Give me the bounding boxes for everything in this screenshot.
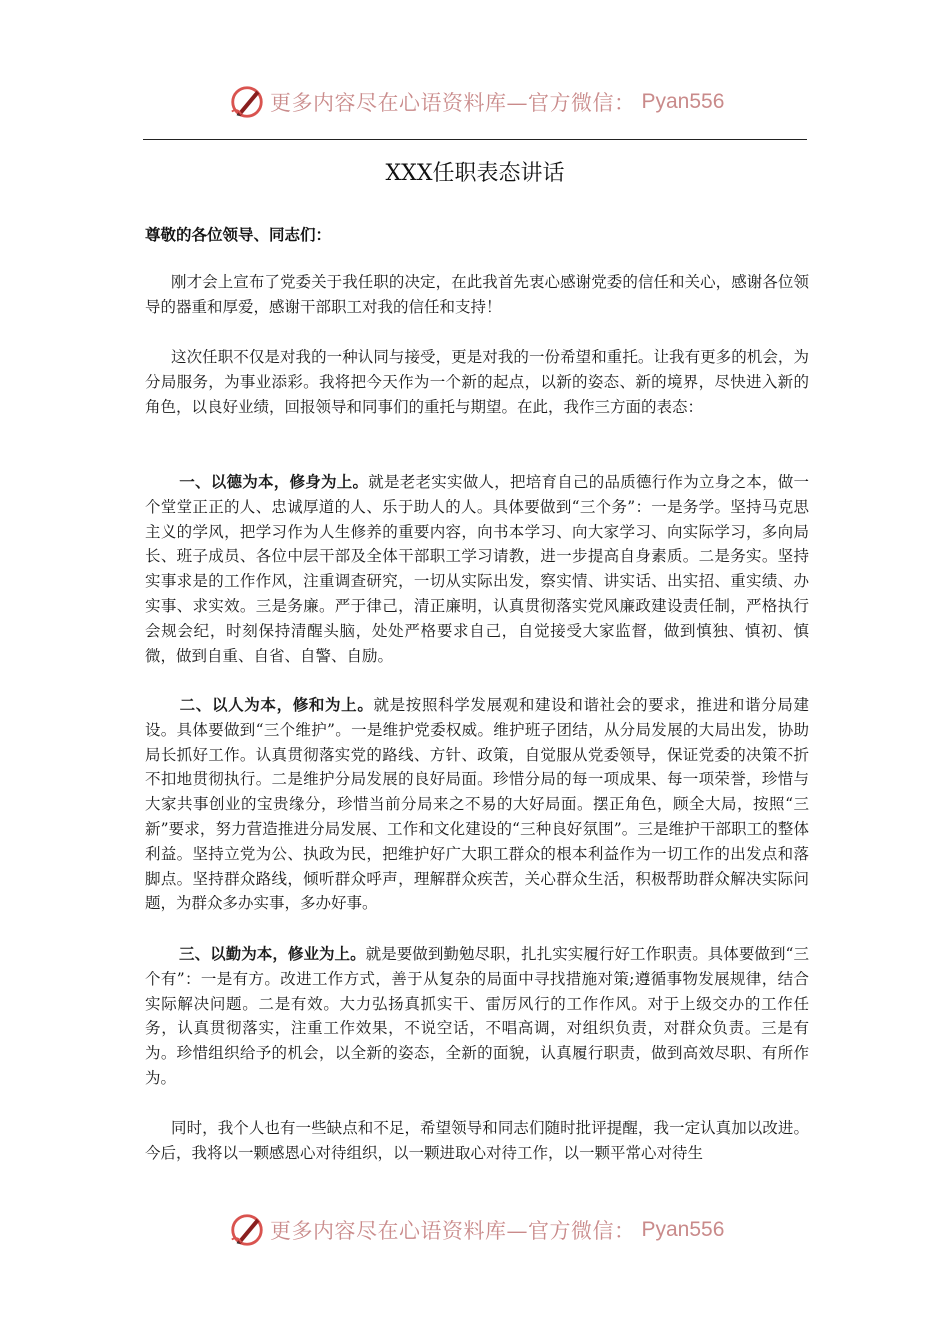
point-2-heading: 二、以人为本，修和为上。 [179, 696, 374, 714]
banner-wechat: Pyan556 [641, 1218, 725, 1241]
point-1-body: 就是老老实实做人，把培育自己的品质德行作为立身之本，做一个堂堂正正的人、忠诚厚道的人、乐于助人的人。具体要做到“三个务”：一是务学。坚持马克思主义的学风，把学习作为人生修养的重要内容，向书本学习、向大家学习、向实际学习，多向局长、班子成员、各位中层干部及全体干部职工学习请教，进一步提高自身素质。二是务实。坚持实事求是的工作作风，注重调查研究，一切从实际出发，察实情、讲实话、出实招、重实绩、办实事、求实效。三是务廉。严于律己，清正廉明，认真贯彻落实党风廉政建设责任制，严格执行会规会纪，时刻保持清醒头脑，处处严格要求自己，自觉接受大家监督，做到慎独、慎初、慎微，做到自重、自省、自警、自励。 [145, 473, 809, 665]
document-title: XXX任职表态讲话 [385, 161, 565, 186]
paragraph-last-text: 同时，我个人也有一些缺点和不足，希望领导和同志们随时批评提醒，我一定认真加以改进。今后，我将以一颗感恩心对待组织，以一颗进取心对待工作，以一颗平常心对待生 [145, 1119, 809, 1162]
salutation: 尊敬的各位领导、同志们： [145, 226, 332, 244]
banner-text: 更多内容尽在心语资料库—官方微信： [270, 1219, 636, 1243]
point-3 [145, 942, 809, 1091]
paragraph-last [145, 1116, 809, 1166]
banner-text: 更多内容尽在心语资料库—官方微信： [270, 91, 636, 115]
point-3-body: 就是要做到勤勉尽职，扎扎实实履行好工作职责。具体要做到“三个有”：一是有方。改进工作方式，善于从复杂的局面中寻找措施对策;遵循事物发展规律，结合实际解决问题。二是有效。大力弘扬真抓实干、雷厉风行的工作作风。对于上级交办的工作任务，认真贯彻落实，注重工作效果，不说空话，不唱高调，对组织负责，对群众负责。三是有为。珍惜组织给予的机会，以全新的姿态，全新的面貌，认真履行职责，做到高效尽职、有所作为。 [145, 945, 809, 1087]
point-3-heading: 三、以勤为本，修业为上。 [179, 945, 366, 963]
paragraph-2-text: 这次任职不仅是对我的一种认同与接受，更是对我的一份希望和重托。让我有更多的机会，为分局服务，为事业添彩。我将把今天作为一个新的起点，以新的姿态、新的境界，尽快进入新的角色，以良好业绩，回报领导和同事们的重托与期望。在此，我作三方面的表态： [145, 348, 809, 416]
header-banner [228, 82, 728, 122]
header-divider [143, 139, 807, 140]
banner-wechat: Pyan556 [641, 90, 725, 113]
point-2-body: 就是按照科学发展观和建设和谐社会的要求，推进和谐分局建设。具体要做到“三个维护”。一是维护党委权威。维护班子团结，从分局发展的大局出发，协助局长抓好工作。认真贯彻落实党的路线、方针、政策，自觉服从党委领导，保证党委的决策不折不扣地贯彻执行。二是维护分局发展的良好局面。珍惜分局的每一项成果、每一项荣誉，珍惜与大家共事创业的宝贵缘分，珍惜当前分局来之不易的大好局面。摆正角色，顾全大局，按照“三新”要求，努力营造推进分局发展、工作和文化建设的“三种良好氛围”。三是维护干部职工的整体利益。坚持立党为公、执政为民，把维护好广大职工群众的根本利益作为一切工作的出发点和落脚点。坚持群众路线，倾听群众呼声，理解群众疾苦，关心群众生活，积极帮助群众解决实际问题，为群众多办实事，多办好事。 [145, 696, 809, 913]
pen-logo-icon [228, 1211, 266, 1249]
point-1 [145, 470, 809, 668]
point-2 [145, 693, 809, 916]
paragraph-1 [145, 270, 809, 320]
paragraph-2 [145, 345, 809, 419]
paragraph-1-text: 刚才会上宣布了党委关于我任职的决定，在此我首先衷心感谢党委的信任和关心，感谢各位领导的器重和厚爱，感谢干部职工对我的信任和支持！ [145, 273, 809, 316]
point-1-heading: 一、以德为本，修身为上。 [179, 473, 369, 491]
pen-logo-icon [228, 83, 266, 121]
footer-banner [228, 1210, 728, 1250]
